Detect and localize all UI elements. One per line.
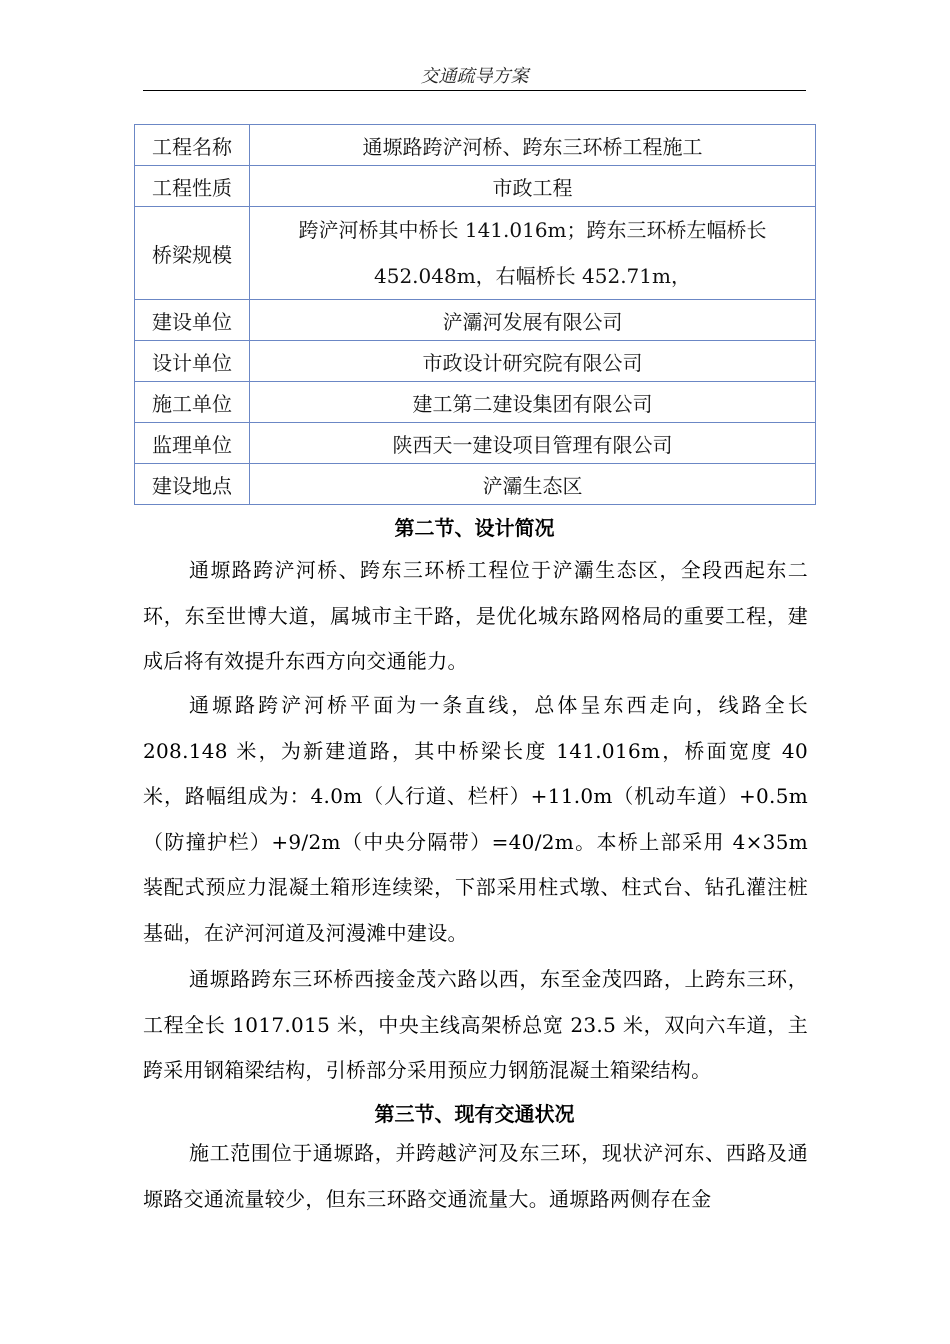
table-row [135,382,816,423]
row-label: 设计单位 [135,341,250,382]
row-value: 建工第二建设集团有限公司 [250,382,816,423]
table-row [135,341,816,382]
table-row [135,423,816,464]
paragraph: 施工范围位于通塬路，并跨越浐河及东三环，现状浐河东、西路及通塬路交通流量较少，但东三环路交通流量大。通塬路两侧存在金 [143,1141,808,1211]
row-label: 建设单位 [135,300,250,341]
table-row [135,300,816,341]
table-row [135,207,816,300]
row-value: 通塬路跨浐河桥、跨东三环桥工程施工 [250,125,816,166]
table-row [135,125,816,166]
row-label: 监理单位 [135,423,250,464]
row-value: 陕西天一建设项目管理有限公司 [250,423,816,464]
row-label: 施工单位 [135,382,250,423]
page-header: 交通疏导方案 [143,62,806,91]
row-value: 浐灞生态区 [250,464,816,505]
paragraph: 通塬路跨东三环桥西接金茂六路以西，东至金茂四路，上跨东三环，工程全长 1017.015 米，中央主线高架桥总宽 23.5 米，双向六车道，主跨采用钢箱梁结构，引桥部分采用预应力钢筋混凝土箱梁结构。 [143,967,808,1082]
paragraph: 通塬路跨浐河桥平面为一条直线，总体呈东西走向，线路全长 208.148 米，为新建道路，其中桥梁长度 141.016m，桥面宽度 40 米，路幅组成为：4.0m（人行道、栏杆）+11.0m（机动车道）+0.5m（防撞护栏）+9/2m（中央分隔带）=40/2m。本桥上部采用 4×35m 装配式预应力混凝土箱形连续梁，下部采用柱式墩、柱式台、钻孔灌注桩基础，在浐河河道及河漫滩中建设。 [143,693,808,945]
row-value: 市政工程 [250,166,816,207]
row-label: 建设地点 [135,464,250,505]
table-row [135,464,816,505]
row-label: 工程性质 [135,166,250,207]
section-heading: 第二节、设计简况 [394,516,555,540]
row-value: 浐灞河发展有限公司 [250,300,816,341]
table-row [135,166,816,207]
paragraph: 通塬路跨浐河桥、跨东三环桥工程位于浐灞生态区，全段西起东二环，东至世博大道，属城市主干路，是优化城东路网格局的重要工程，建成后将有效提升东西方向交通能力。 [143,558,808,673]
row-value: 市政设计研究院有限公司 [250,341,816,382]
row-value: 跨浐河桥其中桥长 141.016m；跨东三环桥左幅桥长 452.048m，右幅桥长 452.71m， [250,207,816,300]
row-label: 工程名称 [135,125,250,166]
project-info-table [134,124,816,505]
row-label: 桥梁规模 [135,207,250,300]
section-heading: 第三节、现有交通状况 [374,1102,575,1126]
